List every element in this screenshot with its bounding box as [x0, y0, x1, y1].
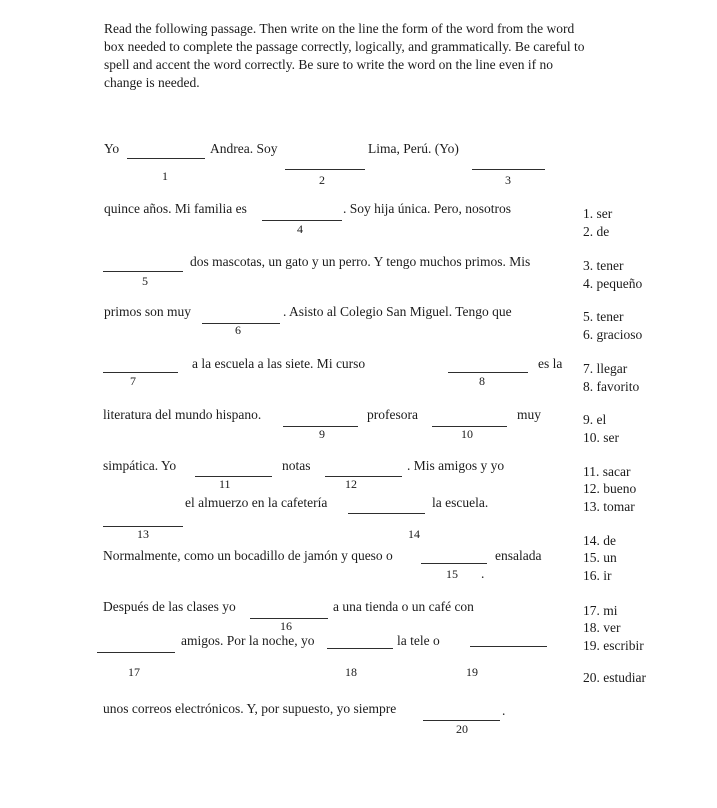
blank-number-9: 9: [319, 427, 325, 441]
blank-line-5[interactable]: [103, 271, 183, 272]
wordbox-item-16: 16. ir: [583, 568, 612, 583]
passage-text: literatura del mundo hispano.: [103, 407, 262, 422]
passage-text: la escuela.: [432, 495, 489, 510]
wordbox-item-19: 19. escribir: [583, 638, 644, 653]
passage-text: Lima, Perú. (Yo): [368, 141, 459, 156]
wordbox-item-14: 14. de: [583, 533, 616, 548]
blank-number-18: 18: [345, 665, 357, 679]
blank-line-17[interactable]: [97, 652, 175, 653]
blank-number-4: 4: [297, 222, 303, 236]
passage-text: Yo: [104, 141, 120, 156]
blank-number-10: 10: [461, 427, 473, 441]
wordbox-item-12: 12. bueno: [583, 481, 637, 496]
passage-text: unos correos electrónicos. Y, por supuesto, yo siempre: [103, 701, 397, 716]
blank-line-4[interactable]: [262, 220, 342, 221]
wordbox-item-7: 7. llegar: [583, 361, 628, 376]
wordbox-item-4: 4. pequeño: [583, 276, 643, 291]
blank-number-7: 7: [130, 374, 136, 388]
blank-number-19: 19: [466, 665, 478, 679]
wordbox-item-10: 10. ser: [583, 430, 619, 445]
wordbox-item-8: 8. favorito: [583, 379, 640, 394]
passage-text: notas: [282, 458, 311, 473]
passage-text: profesora: [367, 407, 418, 422]
passage-text: simpática. Yo: [103, 458, 177, 473]
wordbox-item-17: 17. mi: [583, 603, 618, 618]
passage-text: la tele o: [397, 633, 440, 648]
passage-text: a una tienda o un café con: [333, 599, 474, 614]
blank-number-6: 6: [235, 323, 241, 337]
blank-line-1[interactable]: [127, 158, 205, 159]
blank-number-12: 12: [345, 477, 357, 491]
wordbox-item-6: 6. gracioso: [583, 327, 643, 342]
blank-line-19[interactable]: [470, 646, 547, 647]
blank-line-11[interactable]: [195, 476, 272, 477]
instructions-line-2: box needed to complete the passage correctly, logically, and grammatically. Be careful to: [104, 39, 585, 54]
passage-text: es la: [538, 356, 563, 371]
blank-number-5: 5: [142, 274, 148, 288]
blank-line-20[interactable]: [423, 720, 500, 721]
wordbox-item-20: 20. estudiar: [583, 670, 646, 685]
blank-number-8: 8: [479, 374, 485, 388]
blank-line-18[interactable]: [327, 648, 393, 649]
passage-period: .: [481, 566, 485, 581]
wordbox-item-5: 5. tener: [583, 309, 624, 324]
passage-text: ensalada: [495, 548, 542, 563]
blank-line-15[interactable]: [421, 563, 487, 564]
blank-number-17: 17: [128, 665, 140, 679]
passage-text: . Soy hija única. Pero, nosotros: [343, 201, 511, 216]
wordbox-item-2: 2. de: [583, 224, 610, 239]
blank-line-6[interactable]: [202, 323, 280, 324]
wordbox-item-9: 9. el: [583, 412, 607, 427]
passage-text: Después de las clases yo: [103, 599, 236, 614]
blank-line-7[interactable]: [103, 372, 178, 373]
passage-text: el almuerzo en la cafetería: [185, 495, 328, 510]
wordbox-item-3: 3. tener: [583, 258, 624, 273]
blank-line-8[interactable]: [448, 372, 528, 373]
wordbox-item-13: 13. tomar: [583, 499, 635, 514]
passage-period: .: [502, 703, 506, 718]
blank-number-2: 2: [319, 173, 325, 187]
passage-text: amigos. Por la noche, yo: [181, 633, 315, 648]
instructions-line-3: spell and accent the word correctly. Be sure to write the word on the line even if no: [104, 57, 553, 72]
blank-number-11: 11: [219, 477, 231, 491]
instructions-line-1: Read the following passage. Then write on the line the form of the word from the word: [104, 21, 575, 36]
blank-line-12[interactable]: [325, 476, 402, 477]
instructions-line-4: change is needed.: [104, 75, 200, 90]
wordbox-item-1: 1. ser: [583, 206, 613, 221]
blank-line-3[interactable]: [472, 169, 545, 170]
wordbox-item-11: 11. sacar: [583, 464, 631, 479]
blank-number-3: 3: [505, 173, 511, 187]
blank-line-14[interactable]: [348, 513, 425, 514]
blank-line-2[interactable]: [285, 169, 365, 170]
blank-number-13: 13: [137, 527, 149, 541]
passage-text: . Mis amigos y yo: [407, 458, 505, 473]
blank-number-16: 16: [280, 619, 292, 633]
passage-text: quince años. Mi familia es: [104, 201, 247, 216]
blank-number-14: 14: [408, 527, 420, 541]
passage-text: muy: [517, 407, 542, 422]
passage-text: a la escuela a las siete. Mi curso: [192, 356, 366, 371]
wordbox-item-18: 18. ver: [583, 620, 621, 635]
blank-number-20: 20: [456, 722, 468, 736]
blank-number-1: 1: [162, 169, 168, 183]
passage-text: Normalmente, como un bocadillo de jamón y queso o: [103, 548, 393, 563]
passage-text: dos mascotas, un gato y un perro. Y tengo muchos primos. Mis: [190, 254, 531, 269]
passage-text: Andrea. Soy: [210, 141, 278, 156]
passage-text: . Asisto al Colegio San Miguel. Tengo que: [283, 304, 512, 319]
passage-text: primos son muy: [104, 304, 192, 319]
wordbox-item-15: 15. un: [583, 550, 617, 565]
blank-number-15: 15: [446, 567, 458, 581]
